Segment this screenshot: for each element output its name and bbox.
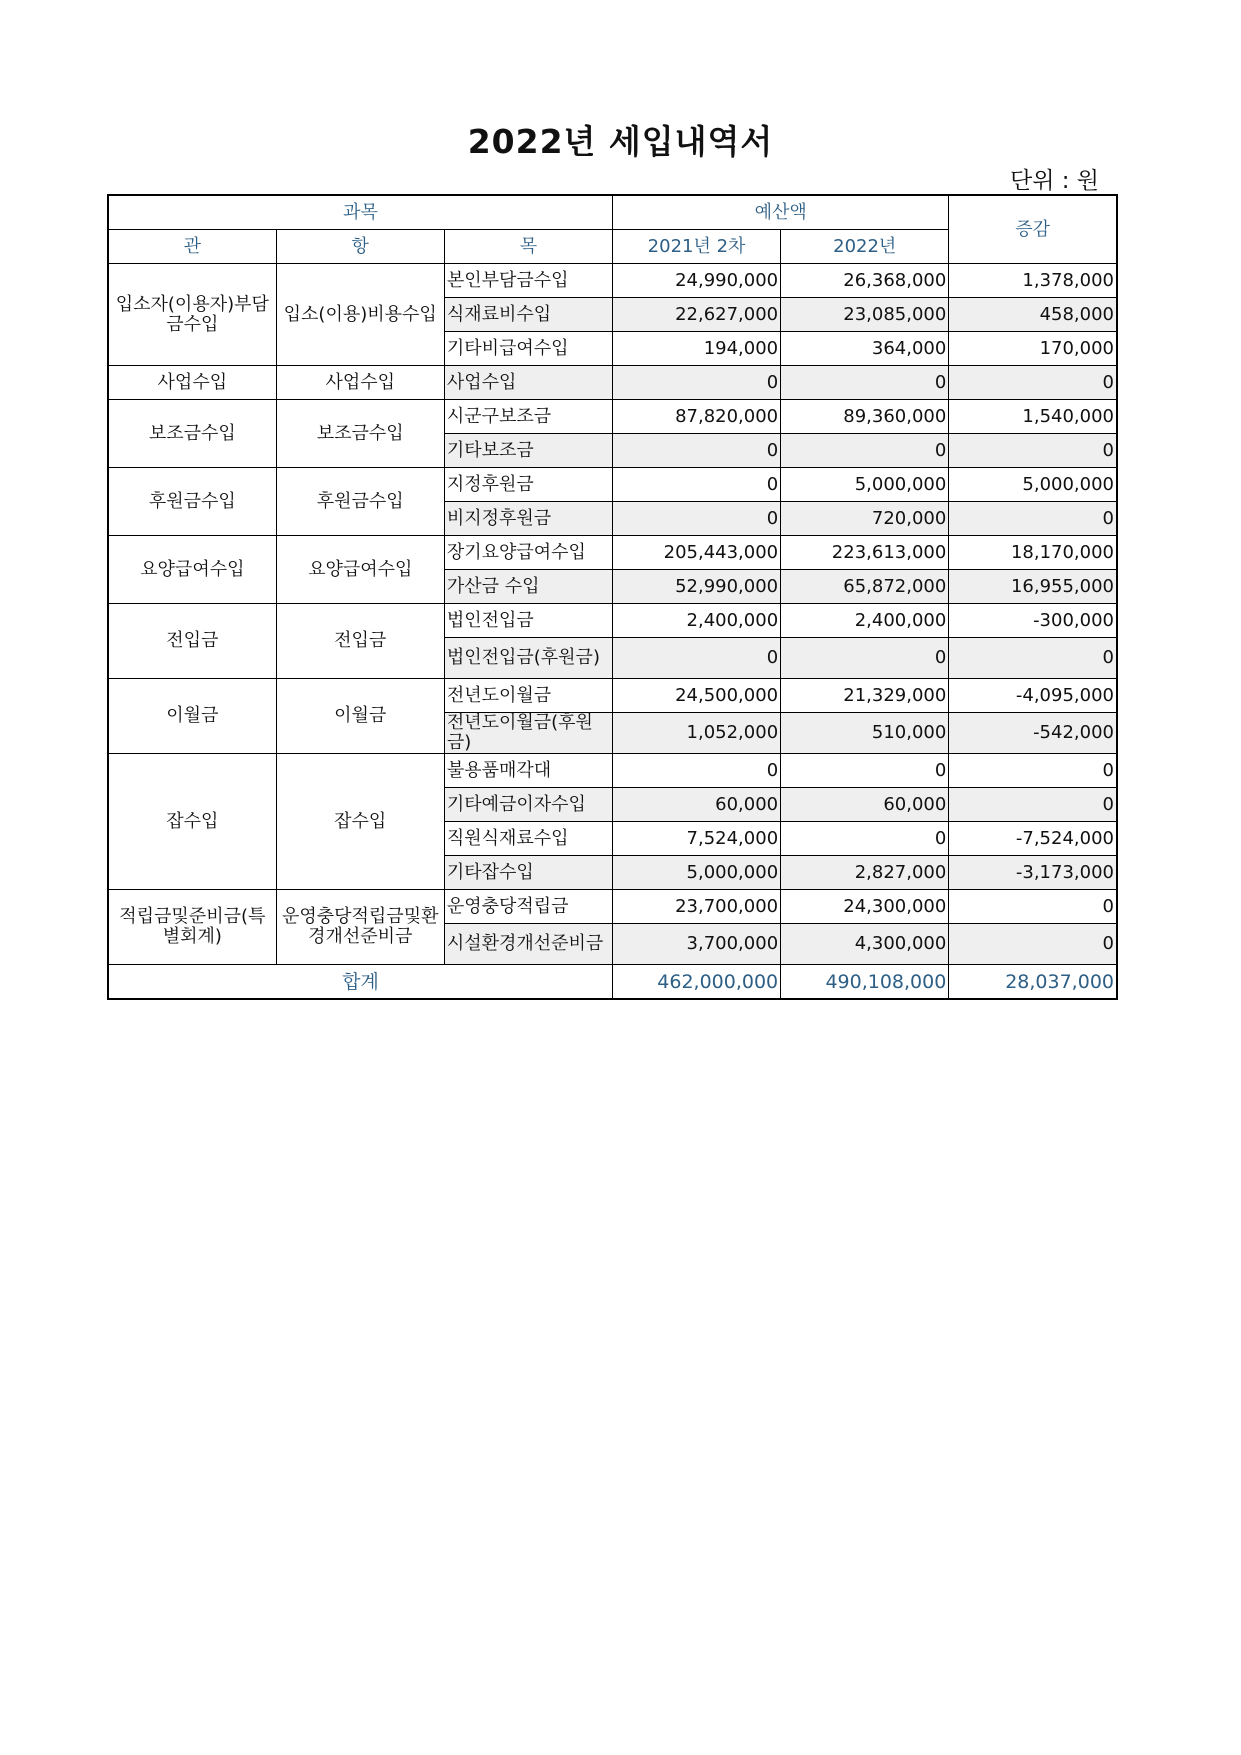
cell-mok: 법인전입금 <box>444 604 612 638</box>
cell-curr: 364,000 <box>781 332 949 366</box>
cell-mok: 직원식재료수입 <box>444 822 612 856</box>
cell-hang: 이월금 <box>276 679 444 754</box>
table-row <box>108 604 1117 638</box>
total-label: 합계 <box>108 965 612 1000</box>
cell-mok: 기타보조금 <box>444 434 612 468</box>
cell-prev: 194,000 <box>612 332 780 366</box>
cell-change: 0 <box>949 502 1117 536</box>
cell-mok: 지정후원금 <box>444 468 612 502</box>
cell-gwan: 적립금및준비금(특별회계) <box>108 890 276 965</box>
cell-change: 0 <box>949 924 1117 965</box>
cell-mok: 법인전입금(후원금) <box>444 638 612 679</box>
table-row <box>108 890 1117 924</box>
page-title: 2022년 세입내역서 <box>467 122 774 161</box>
cell-change: -3,173,000 <box>949 856 1117 890</box>
cell-curr: 5,000,000 <box>781 468 949 502</box>
cell-prev: 205,443,000 <box>612 536 780 570</box>
cell-gwan: 이월금 <box>108 679 276 754</box>
cell-curr: 2,827,000 <box>781 856 949 890</box>
cell-gwan: 사업수입 <box>108 366 276 400</box>
header-budget: 예산액 <box>612 195 948 230</box>
cell-gwan: 요양급여수입 <box>108 536 276 604</box>
cell-gwan: 후원금수입 <box>108 468 276 536</box>
cell-change: 458,000 <box>949 298 1117 332</box>
cell-hang: 사업수입 <box>276 366 444 400</box>
total-change: 28,037,000 <box>949 965 1117 1000</box>
cell-hang: 보조금수입 <box>276 400 444 468</box>
cell-prev: 0 <box>612 366 780 400</box>
cell-change: -542,000 <box>949 713 1117 754</box>
cell-curr: 510,000 <box>781 713 949 754</box>
cell-curr: 60,000 <box>781 788 949 822</box>
table-row <box>108 679 1117 713</box>
cell-hang: 후원금수입 <box>276 468 444 536</box>
cell-curr: 26,368,000 <box>781 264 949 298</box>
cell-change: 0 <box>949 638 1117 679</box>
cell-prev: 22,627,000 <box>612 298 780 332</box>
cell-mok: 식재료비수입 <box>444 298 612 332</box>
cell-prev: 24,990,000 <box>612 264 780 298</box>
cell-mok: 불용품매각대 <box>444 754 612 788</box>
total-curr: 490,108,000 <box>781 965 949 1000</box>
cell-mok: 가산금 수입 <box>444 570 612 604</box>
cell-mok: 전년도이월금 <box>444 679 612 713</box>
cell-change: 5,000,000 <box>949 468 1117 502</box>
cell-curr: 4,300,000 <box>781 924 949 965</box>
header-hang: 항 <box>276 230 444 264</box>
cell-change: -7,524,000 <box>949 822 1117 856</box>
cell-gwan: 전입금 <box>108 604 276 679</box>
cell-prev: 0 <box>612 468 780 502</box>
cell-mok: 기타비급여수입 <box>444 332 612 366</box>
table-row <box>108 536 1117 570</box>
cell-prev: 2,400,000 <box>612 604 780 638</box>
cell-mok: 전년도이월금(후원금) <box>444 713 612 754</box>
cell-hang: 운영충당적립금및환경개선준비금 <box>276 890 444 965</box>
total-row <box>108 965 1117 1000</box>
cell-curr: 223,613,000 <box>781 536 949 570</box>
table-row <box>108 754 1117 788</box>
cell-hang: 입소(이용)비용수입 <box>276 264 444 366</box>
cell-gwan: 입소자(이용자)부담금수입 <box>108 264 276 366</box>
cell-curr: 720,000 <box>781 502 949 536</box>
cell-prev: 0 <box>612 754 780 788</box>
cell-curr: 0 <box>781 638 949 679</box>
cell-mok: 기타잡수입 <box>444 856 612 890</box>
table-row <box>108 366 1117 400</box>
table-row <box>108 468 1117 502</box>
header-mok: 목 <box>444 230 612 264</box>
cell-mok: 본인부담금수입 <box>444 264 612 298</box>
budget-table <box>107 194 1118 1000</box>
cell-change: 0 <box>949 434 1117 468</box>
cell-curr: 23,085,000 <box>781 298 949 332</box>
header-gwan: 관 <box>108 230 276 264</box>
cell-change: 1,378,000 <box>949 264 1117 298</box>
header-subject: 과목 <box>108 195 612 230</box>
cell-prev: 5,000,000 <box>612 856 780 890</box>
cell-curr: 0 <box>781 366 949 400</box>
cell-mok: 기타예금이자수입 <box>444 788 612 822</box>
cell-hang: 전입금 <box>276 604 444 679</box>
cell-mok: 시군구보조금 <box>444 400 612 434</box>
cell-prev: 60,000 <box>612 788 780 822</box>
cell-prev: 87,820,000 <box>612 400 780 434</box>
cell-change: 0 <box>949 366 1117 400</box>
cell-curr: 24,300,000 <box>781 890 949 924</box>
cell-mok: 장기요양급여수입 <box>444 536 612 570</box>
header-change: 증감 <box>949 195 1117 264</box>
cell-prev: 24,500,000 <box>612 679 780 713</box>
cell-prev: 0 <box>612 434 780 468</box>
cell-curr: 2,400,000 <box>781 604 949 638</box>
cell-change: 0 <box>949 754 1117 788</box>
cell-prev: 23,700,000 <box>612 890 780 924</box>
header-prev: 2021년 2차 <box>612 230 780 264</box>
table-row <box>108 400 1117 434</box>
cell-change: 16,955,000 <box>949 570 1117 604</box>
cell-prev: 7,524,000 <box>612 822 780 856</box>
cell-mok: 운영충당적립금 <box>444 890 612 924</box>
cell-change: -300,000 <box>949 604 1117 638</box>
unit-label: 단위 : 원 <box>1010 168 1100 194</box>
cell-prev: 52,990,000 <box>612 570 780 604</box>
total-prev: 462,000,000 <box>612 965 780 1000</box>
cell-curr: 0 <box>781 434 949 468</box>
table-row <box>108 264 1117 298</box>
cell-mok: 시설환경개선준비금 <box>444 924 612 965</box>
cell-change: 0 <box>949 890 1117 924</box>
cell-curr: 0 <box>781 822 949 856</box>
cell-hang: 요양급여수입 <box>276 536 444 604</box>
cell-mok: 비지정후원금 <box>444 502 612 536</box>
header-curr: 2022년 <box>781 230 949 264</box>
cell-prev: 0 <box>612 638 780 679</box>
cell-change: 170,000 <box>949 332 1117 366</box>
cell-change: 1,540,000 <box>949 400 1117 434</box>
cell-mok: 사업수입 <box>444 366 612 400</box>
cell-curr: 0 <box>781 754 949 788</box>
cell-prev: 3,700,000 <box>612 924 780 965</box>
cell-gwan: 잡수입 <box>108 754 276 890</box>
cell-prev: 1,052,000 <box>612 713 780 754</box>
cell-curr: 21,329,000 <box>781 679 949 713</box>
cell-hang: 잡수입 <box>276 754 444 890</box>
cell-change: 18,170,000 <box>949 536 1117 570</box>
cell-curr: 65,872,000 <box>781 570 949 604</box>
cell-change: 0 <box>949 788 1117 822</box>
cell-change: -4,095,000 <box>949 679 1117 713</box>
cell-prev: 0 <box>612 502 780 536</box>
cell-curr: 89,360,000 <box>781 400 949 434</box>
cell-gwan: 보조금수입 <box>108 400 276 468</box>
